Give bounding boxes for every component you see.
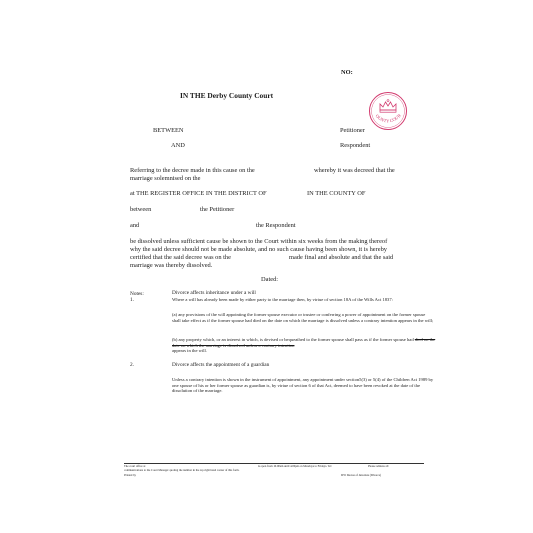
footer-left-2: communications to the Court Manager quoting the number in the top right hand corner of this form. [124, 468, 240, 472]
note-2-number: 2. [130, 362, 134, 368]
dissolved-line-1: be dissolved unless sufficient cause be shown to the Court within six weeks from the making thereof [130, 238, 388, 245]
note-2-para: Unless a contrary intention is shown in the instrument of appointment, any appointment under section5(3) or 5(4) of the Children Act 1989 by one spouse of his or her former spouse as guardian is, by virtue of section 6 of that Act, deemed to have been revoked at the date of the dissolution of the marriage. [172, 377, 434, 393]
and-label: AND [171, 142, 185, 149]
between-lc-text: between [130, 206, 152, 213]
register-office-text: at THE REGISTER OFFICE IN THE DISTRICT OF [130, 190, 267, 197]
footer-right-1: Please address all [368, 464, 389, 468]
note-1-para-3c: appears in the will. [172, 348, 207, 353]
case-number-label: NO: [341, 69, 353, 76]
referring-text: Referring to the decree made in this cause on the [130, 167, 255, 174]
note-1-title: Divorce affects inheritance under a will [172, 290, 256, 296]
between-label: BETWEEN [153, 127, 184, 134]
dated-label: Dated: [261, 276, 279, 283]
footer-left-3: Printed by [124, 473, 136, 477]
dissolved-line-3: marriage was thereby dissolved. [130, 262, 213, 269]
notes-label: Notes: [130, 291, 144, 297]
marriage-text: marriage solemnised on the [130, 175, 201, 182]
petitioner-label: Petitioner [340, 127, 365, 134]
county-of-text: IN THE COUNTY OF [307, 190, 366, 197]
dissolved-line-2: why the said decree should not be made absolute, and no such cause having been shown, it is hereby [130, 246, 387, 253]
footer-right-2: D55 Decree of Absolute (Divorce) [341, 473, 381, 477]
footer-middle: is open from 10.00am until 4.00pm on Mondays to Fridays. Tel [258, 464, 332, 468]
note-2-title: Divorce affects the appointment of a guardian [172, 362, 270, 368]
note-1-para-3 [172, 337, 442, 354]
note-1-para-3a: (b) any property which, or an interest in which, is devised or bequeathed to the former spouse shall pass as if the former spouse had [172, 337, 414, 342]
made-final-text: made final and absolute and that the said [289, 254, 394, 261]
seal-text: OUNTY COUR [374, 113, 402, 124]
note-1-para-3b: died on the date on which the marriage is dissolved unless a contrary intention [172, 337, 436, 348]
note-1-para-2: (a) any provisions of the will appointing the former spouse executor or trustee or conferring a power of appointment on the former spouse shall take effect as if the former spouse had died on the date on which the marriage is dissolved unless a contrary intention appears in the will; [172, 312, 434, 323]
court-title: IN THE Derby County Court [180, 91, 274, 100]
whereby-text: whereby it was decreed that the [314, 167, 395, 174]
the-respondent-text: the Respondent [256, 222, 296, 229]
footer-left-1: The court office at [124, 464, 146, 468]
certified-text: certified that the said decree was on the [130, 254, 231, 261]
county-court-seal-icon [368, 91, 408, 131]
note-1-para-1: Where a will has already been made by either party to the marriage then, by virtue of section 18A of the Wills Act 1837: [172, 297, 393, 302]
respondent-label: Respondent [340, 142, 371, 149]
note-1-number: 1. [130, 297, 134, 303]
and-lc-text: and [130, 222, 140, 229]
the-petitioner-text: the Petitioner [200, 206, 235, 213]
